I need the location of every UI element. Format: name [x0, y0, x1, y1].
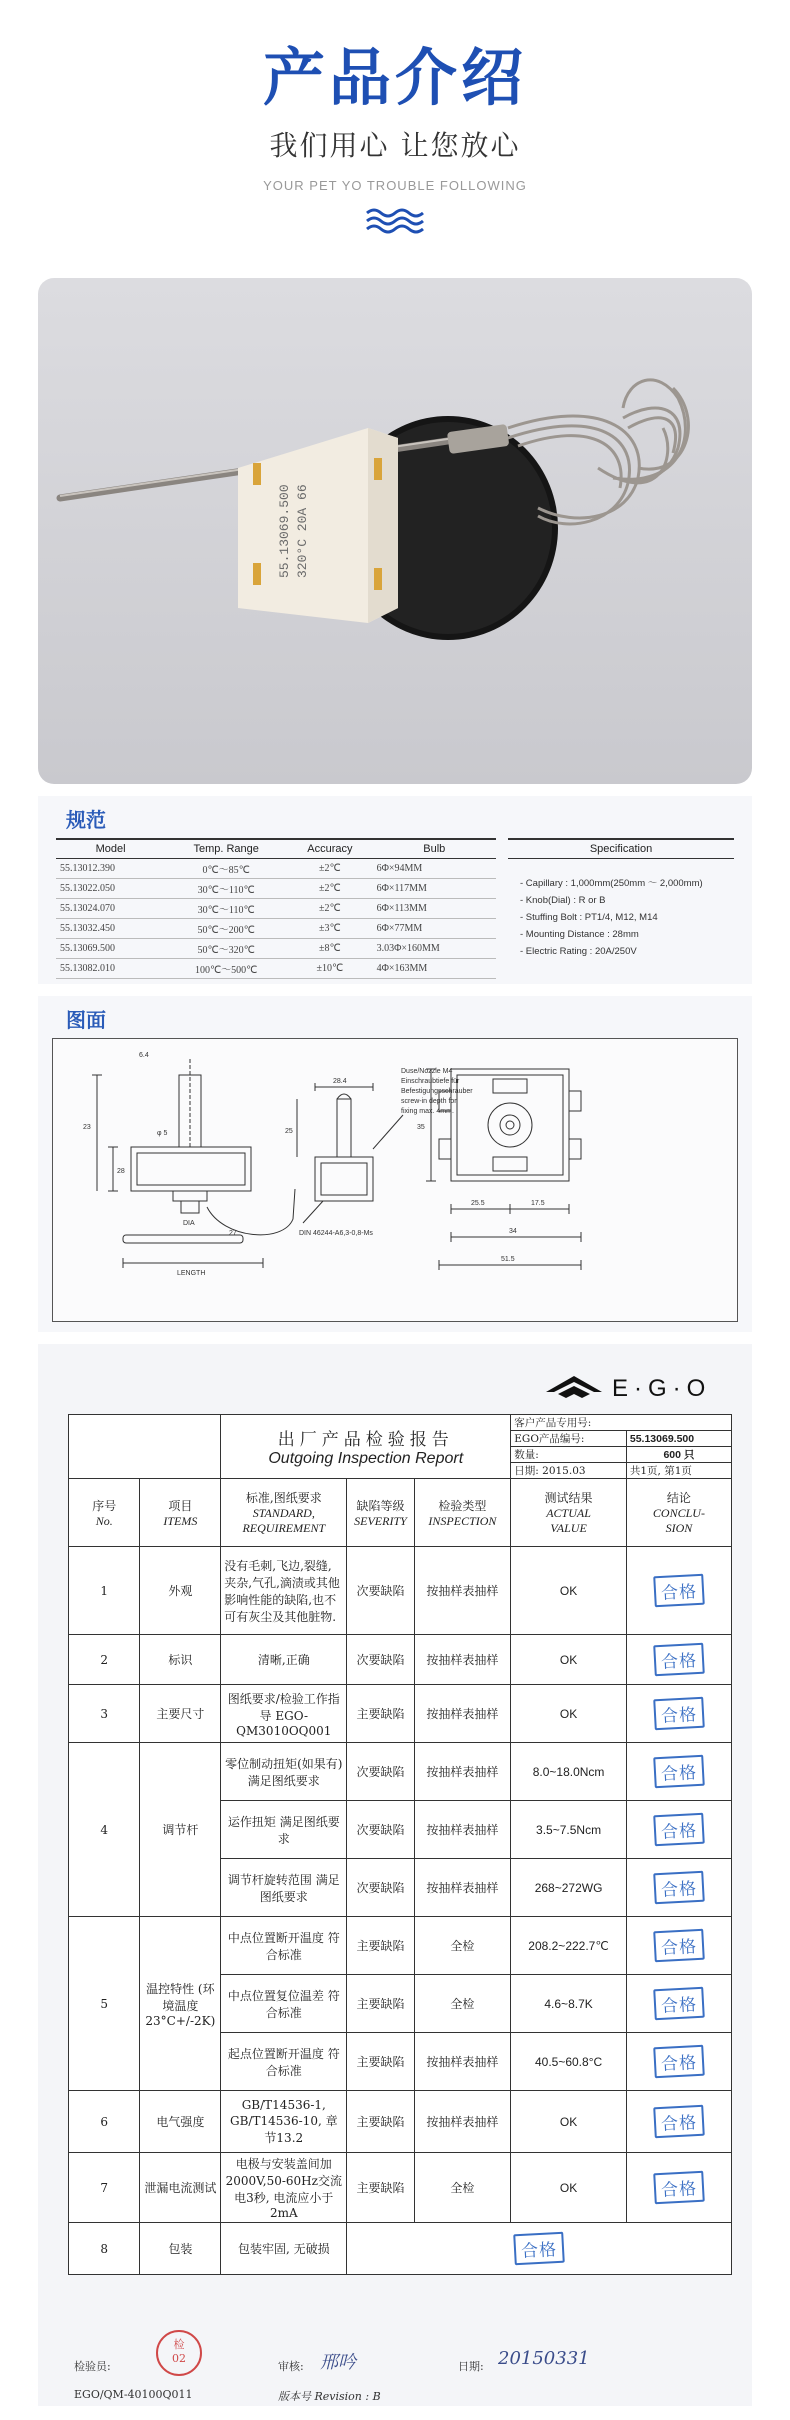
drawing-dim: 25.5 — [471, 1200, 485, 1207]
doc-number: EGO/QM-40100Q011 — [74, 2388, 193, 2401]
spec-details — [508, 838, 734, 960]
col-std-cn: 标准,图纸要求 — [245, 1491, 322, 1505]
row-conclusion — [626, 1635, 731, 1685]
col-con-en1: CONCLU- — [652, 1506, 705, 1520]
pass-stamp: 合格 — [653, 1574, 705, 1608]
row-result: OK — [511, 1685, 627, 1743]
row-conclusion — [626, 1743, 731, 1801]
table-row — [69, 1635, 732, 1685]
table-row — [56, 939, 496, 959]
row-no: 7 — [69, 2153, 140, 2223]
drawing-note: Einschraubtiefe für — [401, 1078, 460, 1085]
spec-col-temp: Temp. Range — [165, 839, 287, 859]
spec-cell: 30℃～110℃ — [165, 879, 287, 899]
product-label-line1: 55.13069.500 — [277, 484, 292, 578]
row-item: 主要尺寸 — [140, 1685, 221, 1743]
reviewer-label: 审核: — [278, 2360, 304, 2373]
row-standard: 没有毛刺,飞边,裂缝,夹杂,气孔,滴渍或其他影响性能的缺陷,也不可有灰尘及其他脏物. — [221, 1547, 347, 1635]
qty-cell — [626, 1447, 731, 1463]
row-severity: 主要缺陷 — [347, 1685, 414, 1743]
spec-cell: ±3℃ — [287, 919, 372, 939]
report-title — [221, 1415, 511, 1479]
ego-logo-text: E·G·O — [612, 1375, 712, 1402]
spec-cell: 3.03Φ×160MM — [373, 939, 496, 959]
product-photo — [38, 278, 752, 784]
col-res-en1: ACTUAL — [546, 1506, 591, 1520]
col-item-en: ITEMS — [163, 1513, 198, 1528]
pass-stamp: 合格 — [653, 2045, 705, 2079]
row-result: 3.5~7.5Ncm — [511, 1801, 627, 1859]
spec-cell: 0℃～85℃ — [165, 859, 287, 879]
row-inspection: 按抽样表抽样 — [414, 2033, 511, 2091]
row-no: 1 — [69, 1547, 140, 1635]
row-severity: 主要缺陷 — [347, 2153, 414, 2223]
row-severity: 次要缺陷 — [347, 1547, 414, 1635]
spec-cell: 55.13082.010 — [56, 959, 165, 979]
customer-no: 客户产品专用号: — [511, 1415, 732, 1431]
col-insp-cn: 检验类型 — [438, 1498, 487, 1513]
row-item: 标识 — [140, 1635, 221, 1685]
col-item-cn: 项目 — [168, 1498, 193, 1513]
row-item: 外观 — [140, 1547, 221, 1635]
drawing-dim: 25 — [285, 1128, 293, 1135]
row-standard: 清晰,正确 — [221, 1635, 347, 1685]
row-result: OK — [511, 2091, 627, 2153]
spec-details-heading: Specification — [508, 838, 734, 859]
row-conclusion — [347, 2223, 732, 2275]
row-severity: 次要缺陷 — [347, 1743, 414, 1801]
pass-stamp: 合格 — [653, 2105, 705, 2139]
row-inspection: 按抽样表抽样 — [414, 1743, 511, 1801]
spec-cell: 4Φ×163MM — [373, 959, 496, 979]
row-standard: 调节杆旋转范围 满足图纸要求 — [221, 1859, 347, 1917]
row-standard: 图纸要求/检验工作指导 EGO-QM3010OQ001 — [221, 1685, 347, 1743]
spec-cell: 55.13032.450 — [56, 919, 165, 939]
spec-cell: 55.13022.050 — [56, 879, 165, 899]
row-no: 8 — [69, 2223, 140, 2275]
spec-item: - Stuffing Bolt : PT1/4, M12, M14 — [520, 912, 658, 923]
row-inspection: 按抽样表抽样 — [414, 1859, 511, 1917]
drawing-dim: 35 — [417, 1124, 425, 1131]
row-result: OK — [511, 2153, 627, 2223]
table-row — [69, 2153, 732, 2223]
row-standard: 包装牢固, 无破损 — [221, 2223, 347, 2275]
row-conclusion — [626, 1547, 731, 1635]
row-item: 包装 — [140, 2223, 221, 2275]
row-standard: 零位制动扭矩(如果有)满足图纸要求 — [221, 1743, 347, 1801]
row-standard: 起点位置断开温度 符合标准 — [221, 2033, 347, 2091]
pass-stamp: 合格 — [653, 1813, 705, 1847]
report-table — [68, 1414, 732, 2275]
drawing-note: Befestigungsschrauber — [401, 1088, 473, 1095]
drawing-dim: 17.5 — [531, 1200, 545, 1207]
col-no-en: No. — [95, 1513, 113, 1528]
pass-stamp: 合格 — [653, 2171, 705, 2205]
spec-item: - Knob(Dial) : R or B — [520, 895, 606, 906]
row-standard: 运作扭矩 满足图纸要求 — [221, 1801, 347, 1859]
col-conclusion — [626, 1479, 731, 1547]
col-severity — [347, 1479, 414, 1547]
table-row — [56, 859, 496, 879]
table-row — [69, 1917, 732, 1975]
spec-col-bulb: Bulb — [373, 839, 496, 859]
col-std-en1: STANDARD, — [252, 1506, 315, 1520]
spec-cell: ±8℃ — [287, 939, 372, 959]
report-pages: 共1页, 第1页 — [626, 1463, 731, 1479]
product-label-line2: 320°C 20A 66 — [295, 484, 310, 578]
table-row — [69, 1743, 732, 1801]
table-row — [56, 899, 496, 919]
pass-stamp: 合格 — [653, 1755, 705, 1789]
spec-cell: 30℃～110℃ — [165, 899, 287, 919]
technical-drawing — [52, 1038, 738, 1322]
table-row — [69, 2223, 732, 2275]
spec-cell: 6Φ×77MM — [373, 919, 496, 939]
pass-stamp: 合格 — [653, 1697, 705, 1731]
row-item: 温控特性 (环境温度23°C+/-2K) — [140, 1917, 221, 2091]
row-no: 4 — [69, 1743, 140, 1917]
spec-item: - Electric Rating : 20A/250V — [520, 946, 637, 957]
reviewer-signature: 邢吟 — [320, 2352, 356, 2373]
col-item — [140, 1479, 221, 1547]
drawing-note: fixing max. 4mm. — [401, 1108, 454, 1115]
col-con-cn: 结论 — [666, 1491, 691, 1505]
drawing-dim: 28 — [117, 1168, 125, 1175]
row-result: OK — [511, 1547, 627, 1635]
drawing-dim: 23 — [83, 1124, 91, 1131]
pass-stamp: 合格 — [513, 2232, 565, 2266]
row-conclusion — [626, 1859, 731, 1917]
page-title: 产品介绍 — [262, 41, 527, 114]
report-title-cn: 出厂产品检验报告 — [277, 1430, 454, 1450]
table-row — [56, 959, 496, 979]
col-result — [511, 1479, 627, 1547]
spec-heading: 规范 — [66, 808, 106, 832]
col-con-en2: SION — [665, 1521, 693, 1535]
drawing-length: LENGTH — [177, 1270, 206, 1277]
spec-cell: ±10℃ — [287, 959, 372, 979]
row-result: 40.5~60.8°C — [511, 2033, 627, 2091]
spec-cell: 55.13012.390 — [56, 859, 165, 879]
spec-cell: 100℃～500℃ — [165, 959, 287, 979]
row-conclusion — [626, 1685, 731, 1743]
spec-cell: 6Φ×94MM — [373, 859, 496, 879]
pass-stamp: 合格 — [653, 1987, 705, 2021]
table-row — [69, 1547, 732, 1635]
drawing-dim: 51.5 — [501, 1256, 515, 1263]
report-title-en: Outgoing Inspection Report — [268, 1450, 464, 1467]
inspector-stamp-line1: 检 — [173, 2338, 185, 2351]
pass-stamp: 合格 — [653, 1871, 705, 1905]
row-standard: 中点位置断开温度 符合标准 — [221, 1917, 347, 1975]
spec-cell: ±2℃ — [287, 859, 372, 879]
row-conclusion — [626, 1801, 731, 1859]
page-subtitle: 我们用心 让您放心 — [269, 129, 521, 162]
spec-col-accuracy: Accuracy — [287, 839, 372, 859]
drawing-section — [38, 996, 752, 1332]
row-item: 泄漏电流测试 — [140, 2153, 221, 2223]
row-severity: 次要缺陷 — [347, 1859, 414, 1917]
drawing-dim: 28.4 — [333, 1078, 347, 1085]
revision: 版本号 Revision : B — [278, 2390, 381, 2403]
qty: 600 只 — [663, 1449, 695, 1461]
spec-section — [38, 796, 752, 984]
spec-item: - Mounting Distance : 28mm — [520, 929, 639, 940]
row-standard: GB/T14536-1, GB/T14536-10, 章节13.2 — [221, 2091, 347, 2153]
col-std-en2: REQUIREMENT — [242, 1521, 326, 1535]
row-standard: 电极与安装盖间加2000V,50-60Hz交流电3秒, 电流应小于2mA — [221, 2153, 347, 2223]
row-result: 208.2~222.7℃ — [511, 1917, 627, 1975]
row-severity: 主要缺陷 — [347, 2091, 414, 2153]
row-result: OK — [511, 1635, 627, 1685]
report-date: 日期: 2015.03 — [511, 1463, 627, 1479]
row-inspection: 按抽样表抽样 — [414, 1635, 511, 1685]
spec-cell: 55.13024.070 — [56, 899, 165, 919]
row-conclusion — [626, 2091, 731, 2153]
row-inspection: 全检 — [414, 1975, 511, 2033]
row-item: 电气强度 — [140, 2091, 221, 2153]
drawing-dia: DIA — [183, 1220, 195, 1227]
row-inspection: 全检 — [414, 2153, 511, 2223]
drawing-note: screw-in depth for — [401, 1098, 457, 1105]
col-res-cn: 测试结果 — [544, 1491, 593, 1505]
qty-label: 数量: — [511, 1447, 627, 1463]
row-conclusion — [626, 2153, 731, 2223]
table-row — [56, 919, 496, 939]
row-no: 2 — [69, 1635, 140, 1685]
spec-cell: ±2℃ — [287, 899, 372, 919]
inspector-stamp-line2: 02 — [172, 2352, 186, 2365]
row-result: 268~272WG — [511, 1859, 627, 1917]
row-item: 调节杆 — [140, 1743, 221, 1917]
pass-stamp: 合格 — [653, 1643, 705, 1677]
col-standard — [221, 1479, 347, 1547]
spec-cell: 55.13069.500 — [56, 939, 165, 959]
row-conclusion — [626, 2033, 731, 2091]
drawing-heading: 图面 — [66, 1008, 106, 1032]
sign-date: 20150331 — [498, 2348, 590, 2369]
wave-icon — [365, 207, 427, 235]
spec-col-model: Model — [56, 839, 165, 859]
col-inspection — [414, 1479, 511, 1547]
inspector-stamp — [156, 2330, 202, 2376]
row-conclusion — [626, 1975, 731, 2033]
pass-stamp: 合格 — [653, 1929, 705, 1963]
row-severity: 次要缺陷 — [347, 1801, 414, 1859]
spec-item: - Capillary : 1,000mm(250mm ～ 2,000mm) — [520, 878, 703, 889]
row-no: 6 — [69, 2091, 140, 2153]
row-result: 4.6~8.7K — [511, 1975, 627, 2033]
row-severity: 主要缺陷 — [347, 2033, 414, 2091]
drawing-dim: 27 — [229, 1230, 237, 1237]
col-insp-en: INSPECTION — [428, 1513, 497, 1528]
spec-cell: 50℃～320℃ — [165, 939, 287, 959]
spec-table — [56, 838, 496, 979]
row-severity: 主要缺陷 — [347, 1917, 414, 1975]
row-conclusion — [626, 1917, 731, 1975]
ego-no: 55.13069.500 — [629, 1432, 695, 1445]
row-inspection: 按抽样表抽样 — [414, 1685, 511, 1743]
row-standard: 中点位置复位温差 符合标准 — [221, 1975, 347, 2033]
spec-cell: 6Φ×117MM — [373, 879, 496, 899]
drawing-dim: 34 — [509, 1228, 517, 1235]
col-no — [69, 1479, 140, 1547]
col-sev-cn: 缺陷等级 — [356, 1498, 405, 1513]
table-row — [69, 2091, 732, 2153]
row-no: 3 — [69, 1685, 140, 1743]
sign-date-label: 日期: — [458, 2360, 484, 2373]
spec-cell: 50℃～200℃ — [165, 919, 287, 939]
spec-cell: ±2℃ — [287, 879, 372, 899]
drawing-dim: φ 5 — [157, 1130, 168, 1137]
page-tagline: YOUR PET YO TROUBLE FOLLOWING — [263, 178, 527, 193]
row-result: 8.0~18.0Ncm — [511, 1743, 627, 1801]
row-inspection: 全检 — [414, 1917, 511, 1975]
inspection-report — [38, 1344, 752, 2406]
ego-no-cell — [626, 1431, 731, 1447]
row-severity: 主要缺陷 — [347, 1975, 414, 2033]
row-severity: 次要缺陷 — [347, 1635, 414, 1685]
table-row — [56, 879, 496, 899]
row-inspection: 按抽样表抽样 — [414, 2091, 511, 2153]
table-row — [69, 1685, 732, 1743]
drawing-note: Duse/Nozzle M4 — [401, 1068, 453, 1075]
row-no: 5 — [69, 1917, 140, 2091]
row-inspection: 按抽样表抽样 — [414, 1801, 511, 1859]
col-no-cn: 序号 — [92, 1498, 117, 1513]
drawing-note: DIN 46244-A6,3-0,8-Ms — [299, 1230, 373, 1237]
col-sev-en: SEVERITY — [354, 1513, 407, 1528]
row-inspection: 按抽样表抽样 — [414, 1547, 511, 1635]
ego-logo — [538, 1368, 738, 1406]
col-res-en2: VALUE — [550, 1521, 587, 1535]
ego-no-label: EGO产品编号: — [511, 1431, 627, 1447]
drawing-dim: 6.4 — [139, 1052, 149, 1059]
spec-cell: 6Φ×113MM — [373, 899, 496, 919]
report-header-row — [69, 1479, 732, 1547]
inspector-label: 检验员: — [74, 2360, 111, 2373]
